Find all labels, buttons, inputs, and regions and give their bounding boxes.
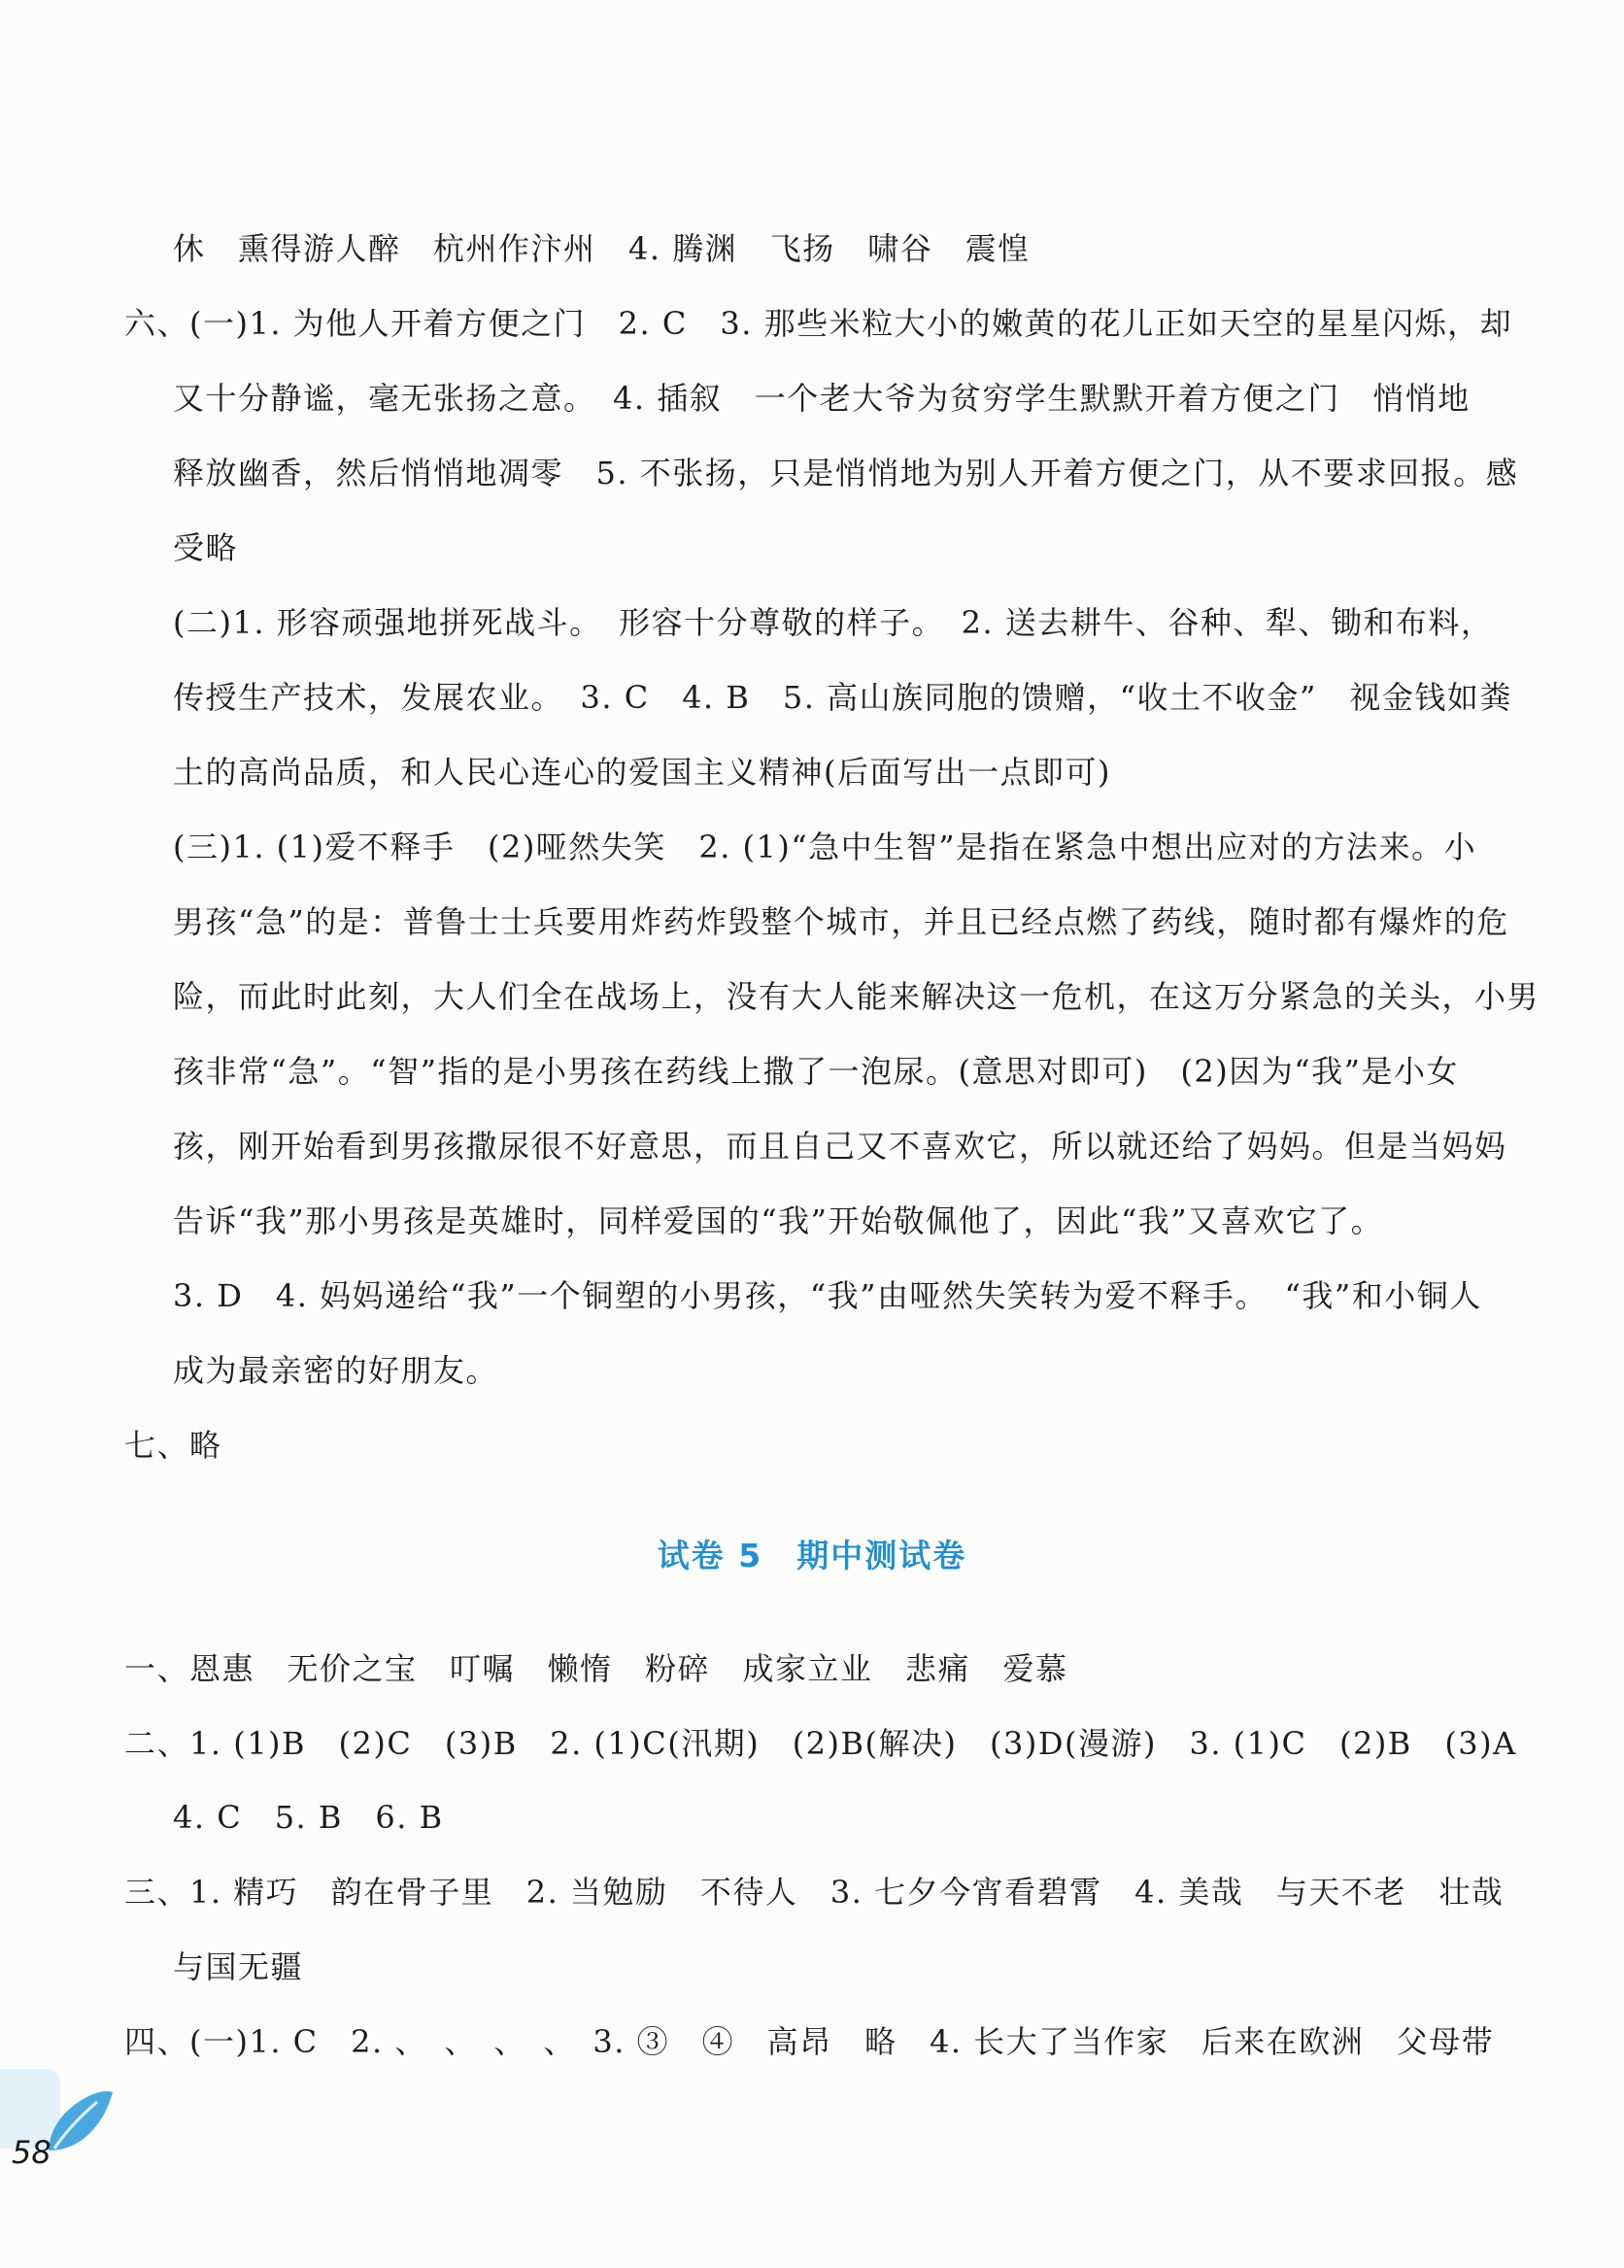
answer-line-16: 成为最亲密的好朋友。 xyxy=(173,1352,499,1389)
page-number: 58 xyxy=(12,2134,51,2171)
answer-line-10: 男孩“急”的是：普鲁士士兵要用炸药炸毁整个城市，并且已经点燃了药线，随时都有爆炸的危 xyxy=(173,903,1509,940)
answer-line-2: 六、(一)1. 为他人开着方便之门 2. C 3. 那些米粒大小的嫩黄的花儿正如天空的星星闪烁，却 xyxy=(124,305,1513,342)
answer-line-13: 孩，刚开始看到男孩撒尿很不好意思，而且自己又不喜欢它，所以就还给了妈妈。但是当妈妈 xyxy=(173,1128,1507,1165)
answer-line-17: 七、略 xyxy=(124,1427,222,1464)
answer-line-14: 告诉“我”那小男孩是英雄时，同样爱国的“我”开始敬佩他了，因此“我”又喜欢它了。 xyxy=(173,1202,1384,1239)
answer-line-9: (三)1. (1)爱不释手 (2)哑然失笑 2. (1)“急中生智”是指在紧急中想出应对的方法来。小 xyxy=(173,829,1477,865)
answer-line-7: 传授生产技术，发展农业。 3. C 4. B 5. 高山族同胞的馈赠，“收土不收金” 视金钱如粪 xyxy=(173,679,1512,716)
exam-answer-line-5: 与国无疆 xyxy=(173,1948,304,1985)
answer-line-1: 休 熏得游人醉 杭州作汴州 4. 腾渊 飞扬 啸谷 震惶 xyxy=(173,230,1031,267)
exam-answer-line-2: 二、1. (1)B (2)C (3)B 2. (1)C(汛期) (2)B(解决) (3)D(漫游) 3. (1)C (2)B (3)A xyxy=(124,1725,1517,1762)
answer-line-12: 孩非常“急”。“智”指的是小男孩在药线上撒了一泡尿。(意思对即可) (2)因为“我”是小女 xyxy=(173,1053,1459,1090)
exam-answer-line-4: 三、1. 精巧 韵在骨子里 2. 当勉励 不待人 3. 七夕今宵看碧霄 4. 美哉 与天不老 壮哉 xyxy=(124,1874,1505,1911)
exam-answer-line-3: 4. C 5. B 6. B xyxy=(173,1799,444,1836)
answer-line-3: 又十分静谧，毫无张扬之意。 4. 插叙 一个老大爷为贫穷学生默默开着方便之门 悄悄地 xyxy=(173,380,1471,417)
answer-line-5: 受略 xyxy=(173,529,239,566)
section-title: 试卷 5 期中测试卷 xyxy=(657,1537,967,1574)
answer-line-8: 土的高尚品质，和人民心连心的爱国主义精神(后面写出一点即可) xyxy=(173,754,1111,791)
exam-answer-line-1: 一、恩惠 无价之宝 叮嘱 懒惰 粉碎 成家立业 悲痛 爱慕 xyxy=(124,1650,1068,1687)
answer-line-11: 险，而此时此刻，大人们全在战场上，没有大人能来解决这一危机，在这万分紧急的关头，小男 xyxy=(173,978,1540,1015)
exam-answer-line-6: 四、(一)1. C 2. 、 、 、 、 3. ③ ④ 高昂 略 4. 长大了当作家 后来在欧洲 父母带 xyxy=(124,2023,1495,2060)
answer-line-4: 释放幽香，然后悄悄地凋零 5. 不张扬，只是悄悄地为别人开着方便之门，从不要求回报。感 xyxy=(173,455,1519,491)
answer-line-6: (二)1. 形容顽强地拼死战斗。 形容十分尊敬的样子。 2. 送去耕牛、谷种、犁、锄和布料， xyxy=(173,604,1494,641)
answer-line-15: 3. D 4. 妈妈递给“我”一个铜塑的小男孩，“我”由哑然失笑转为爱不释手。 “我”和小铜人 xyxy=(173,1277,1482,1314)
